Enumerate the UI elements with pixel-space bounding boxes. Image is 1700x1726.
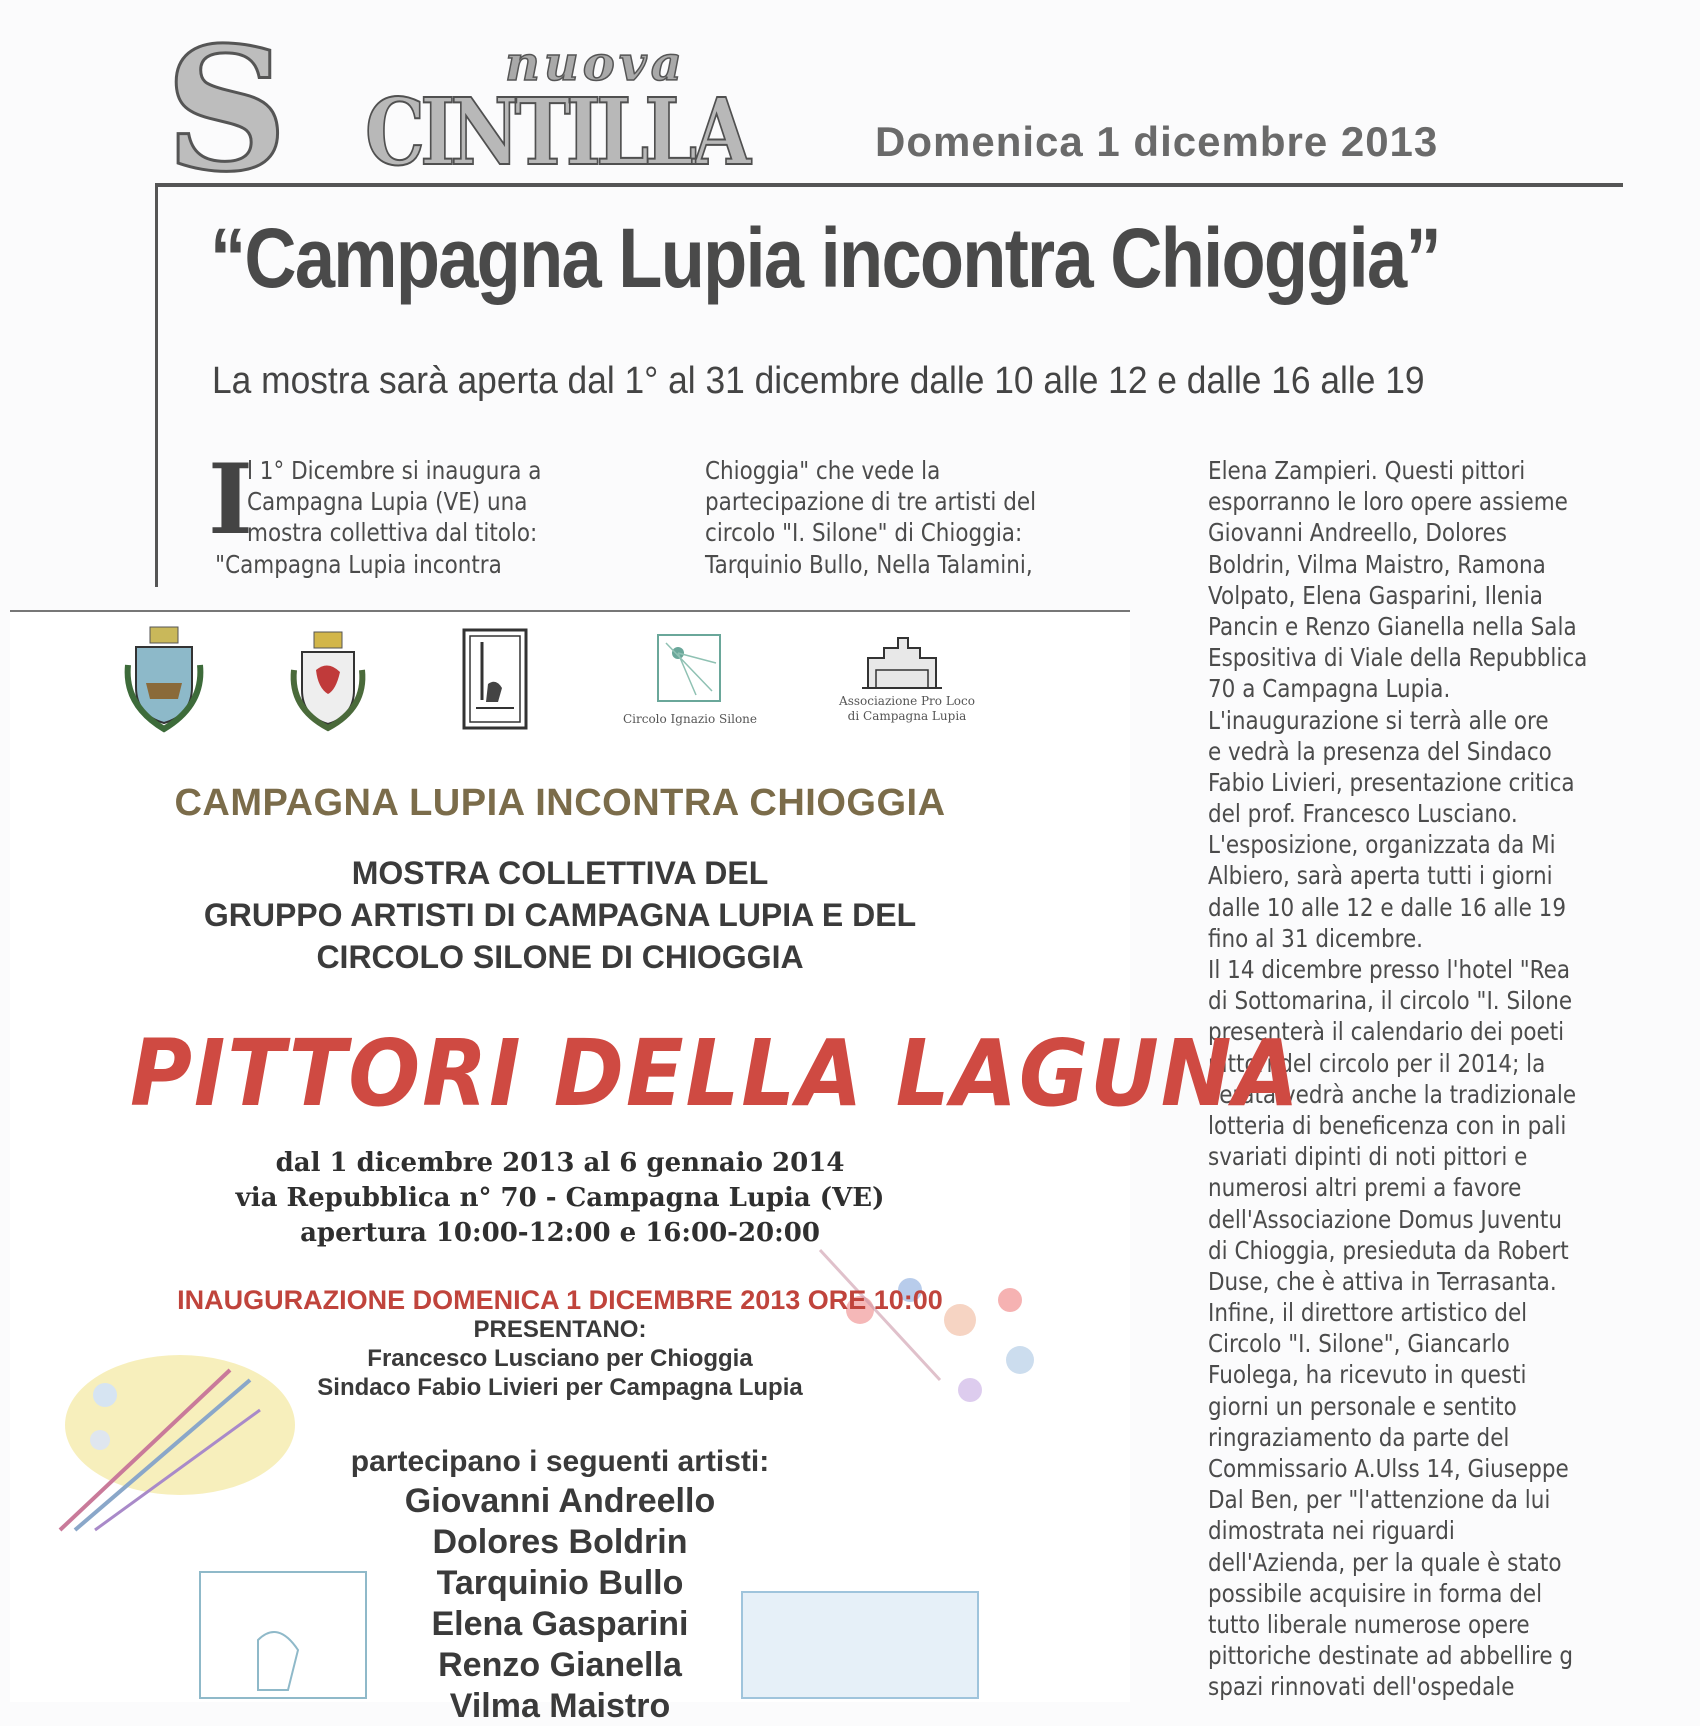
column-line: pittoriche destinate ad abbellire g (1208, 1641, 1574, 1671)
flyer-presenter-2: Sindaco Fabio Livieri per Campagna Lupia (317, 1374, 803, 1401)
column-line: l 1° Dicembre si inaugura a (247, 456, 542, 485)
flyer-main-title: PITTORI DELLA LAGUNA (130, 1020, 1301, 1127)
column-line: Infine, il direttore artistico del (1208, 1298, 1528, 1328)
column-line: Duse, che è attiva in Terrasanta. (1208, 1266, 1557, 1296)
column-line: di Sottomarina, il circolo "I. Silone (1208, 986, 1573, 1016)
artist-sketch-logo (462, 628, 528, 730)
publication-date: Domenica 1 dicembre 2013 (875, 118, 1439, 165)
column-line: fino al 31 dicembre. (1208, 923, 1424, 953)
article-column-1 (215, 455, 591, 580)
column-line: possibile acquisire in forma del (1208, 1578, 1543, 1608)
column-line: 70 a Campagna Lupia. (1208, 674, 1451, 704)
column-line: L'esposizione, organizzata da Mi (1208, 830, 1556, 860)
column-line: ringraziamento da parte del (1208, 1422, 1510, 1452)
flyer-hours: apertura 10:00-12:00 e 16:00-20:00 (300, 1218, 820, 1248)
circolo-silone-caption: Circolo Ignazio Silone (622, 712, 758, 726)
column-line: Campagna Lupia (VE) una (247, 487, 528, 517)
column-line: mostra collettiva dal titolo: (247, 518, 538, 548)
column-line: serata vedrà anche la tradizionale (1208, 1079, 1577, 1109)
column-line: e vedrà la presenza del Sindaco (1208, 736, 1552, 766)
column-line: Boldrin, Vilma Maistro, Ramona (1208, 549, 1546, 579)
column-line: svariati dipinti di noti pittori e (1208, 1142, 1528, 1172)
masthead-nuova: nuova (505, 36, 686, 92)
article-headline: “Campagna Lupia incontra Chioggia” (210, 211, 1440, 305)
column-line: dalle 10 alle 12 e dalle 16 alle 19 (1208, 892, 1567, 922)
column-line: "Campagna Lupia incontra (215, 549, 502, 579)
column-line: giorni un personale e sentito (1208, 1391, 1517, 1421)
masthead-cintilla: CINTILLA (365, 78, 746, 186)
flyer-artists-intro: partecipano i seguenti artisti: (350, 1445, 770, 1478)
circolo-silone-logo (656, 633, 722, 703)
column-line: L'inaugurazione si terrà alle ore (1208, 705, 1549, 735)
column-line: Pancin e Renzo Gianella nella Sala (1208, 611, 1577, 641)
artist-name: Tarquinio Bullo (436, 1564, 684, 1602)
pro-loco-caption (822, 694, 992, 724)
column-line: Espositiva di Viale della Repubblica (1208, 643, 1588, 673)
flyer-subtitle-1: MOSTRA COLLETTIVA DEL (351, 855, 769, 891)
column-line: Fabio Livieri, presentazione critica (1208, 767, 1575, 797)
sketch-right (740, 1590, 980, 1705)
easel-sketch-left (198, 1570, 368, 1705)
column-line: Chioggia" che vede la (705, 456, 941, 485)
chioggia-crest-logo (290, 630, 366, 730)
artist-name: Giovanni Andreello (404, 1482, 716, 1520)
column-line: Albiero, sarà aperta tutti i giorni (1208, 861, 1553, 891)
article-subhead: La mostra sarà aperta dal 1° al 31 dicembre dalle 10 alle 12 e dalle 16 alle 19 (212, 360, 1425, 402)
flyer-dates: dal 1 dicembre 2013 al 6 gennaio 2014 (275, 1148, 845, 1178)
artist-name: Renzo Gianella (438, 1646, 682, 1684)
article-column-2 (705, 455, 1135, 580)
flyer-address: via Repubblica n° 70 - Campagna Lupia (VE) (235, 1183, 885, 1213)
artist-name: Elena Gasparini (431, 1605, 689, 1643)
column-line: pittori del circolo per il 2014; la (1208, 1048, 1546, 1078)
column-line: Giovanni Andreello, Dolores (1208, 518, 1507, 548)
column-line: Commissario A.Ulss 14, Giuseppe (1208, 1454, 1569, 1483)
drop-cap: I (208, 443, 253, 556)
flyer-subtitle-3: CIRCOLO SILONE DI CHIOGGIA (316, 939, 804, 975)
artist-name: Dolores Boldrin (432, 1523, 688, 1561)
column-line: tutto liberale numerose opere (1208, 1609, 1530, 1639)
column-line: esporranno le loro opere assieme (1208, 487, 1568, 517)
column-line: partecipazione di tre artisti del (705, 487, 1037, 517)
column-line: numerosi altri premi a favore (1208, 1173, 1522, 1203)
flyer-title: CAMPAGNA LUPIA INCONTRA CHIOGGIA (174, 782, 946, 824)
flyer-presentano: PRESENTANO: (473, 1316, 647, 1343)
column-line: dimostrata nei riguardi (1208, 1516, 1455, 1546)
column-line: lotteria di beneficenza con in pali (1208, 1110, 1567, 1140)
flyer-inauguration: INAUGURAZIONE DOMENICA 1 DICEMBRE 2013 ORE 10:00 (177, 1285, 943, 1315)
column-line: dell'Associazione Domus Juventu (1208, 1204, 1562, 1234)
pro-loco-logo (858, 630, 946, 692)
column-line: Dal Ben, per "l'attenzione da lui (1208, 1485, 1551, 1515)
pro-loco-caption-line-1: Associazione Pro Loco (839, 694, 975, 708)
column-line: spazi rinnovati dell'ospedale (1208, 1672, 1515, 1702)
newspaper-masthead (165, 10, 825, 210)
column-line: Fuolega, ha ricevuto in questi (1208, 1360, 1527, 1390)
column-line: del prof. Francesco Lusciano. (1208, 799, 1518, 829)
column-line: circolo "I. Silone" di Chioggia: (705, 518, 1023, 548)
masthead-s: S (165, 10, 284, 210)
column-line: presenterà il calendario dei poeti (1208, 1017, 1565, 1047)
column-line: Tarquinio Bullo, Nella Talamini, (705, 549, 1033, 579)
column-line: dell'Azienda, per la quale è stato (1208, 1547, 1562, 1577)
column-line: Volpato, Elena Gasparini, Ilenia (1208, 580, 1543, 610)
flyer-subtitle-2: GRUPPO ARTISTI DI CAMPAGNA LUPIA E DEL (203, 897, 917, 933)
flyer-presenter-1: Francesco Lusciano per Chioggia (367, 1345, 753, 1372)
column-line: di Chioggia, presieduta da Robert (1208, 1235, 1569, 1265)
artist-name: Vilma Maistro (449, 1687, 671, 1725)
column-line: Circolo "I. Silone", Giancarlo (1208, 1329, 1510, 1359)
campagna-lupia-crest-logo (122, 625, 206, 731)
column-line: Il 14 dicembre presso l'hotel "Rea (1208, 955, 1571, 984)
pro-loco-caption-line-2: di Campagna Lupia (847, 709, 967, 723)
column-line: Elena Zampieri. Questi pittori (1208, 456, 1526, 485)
